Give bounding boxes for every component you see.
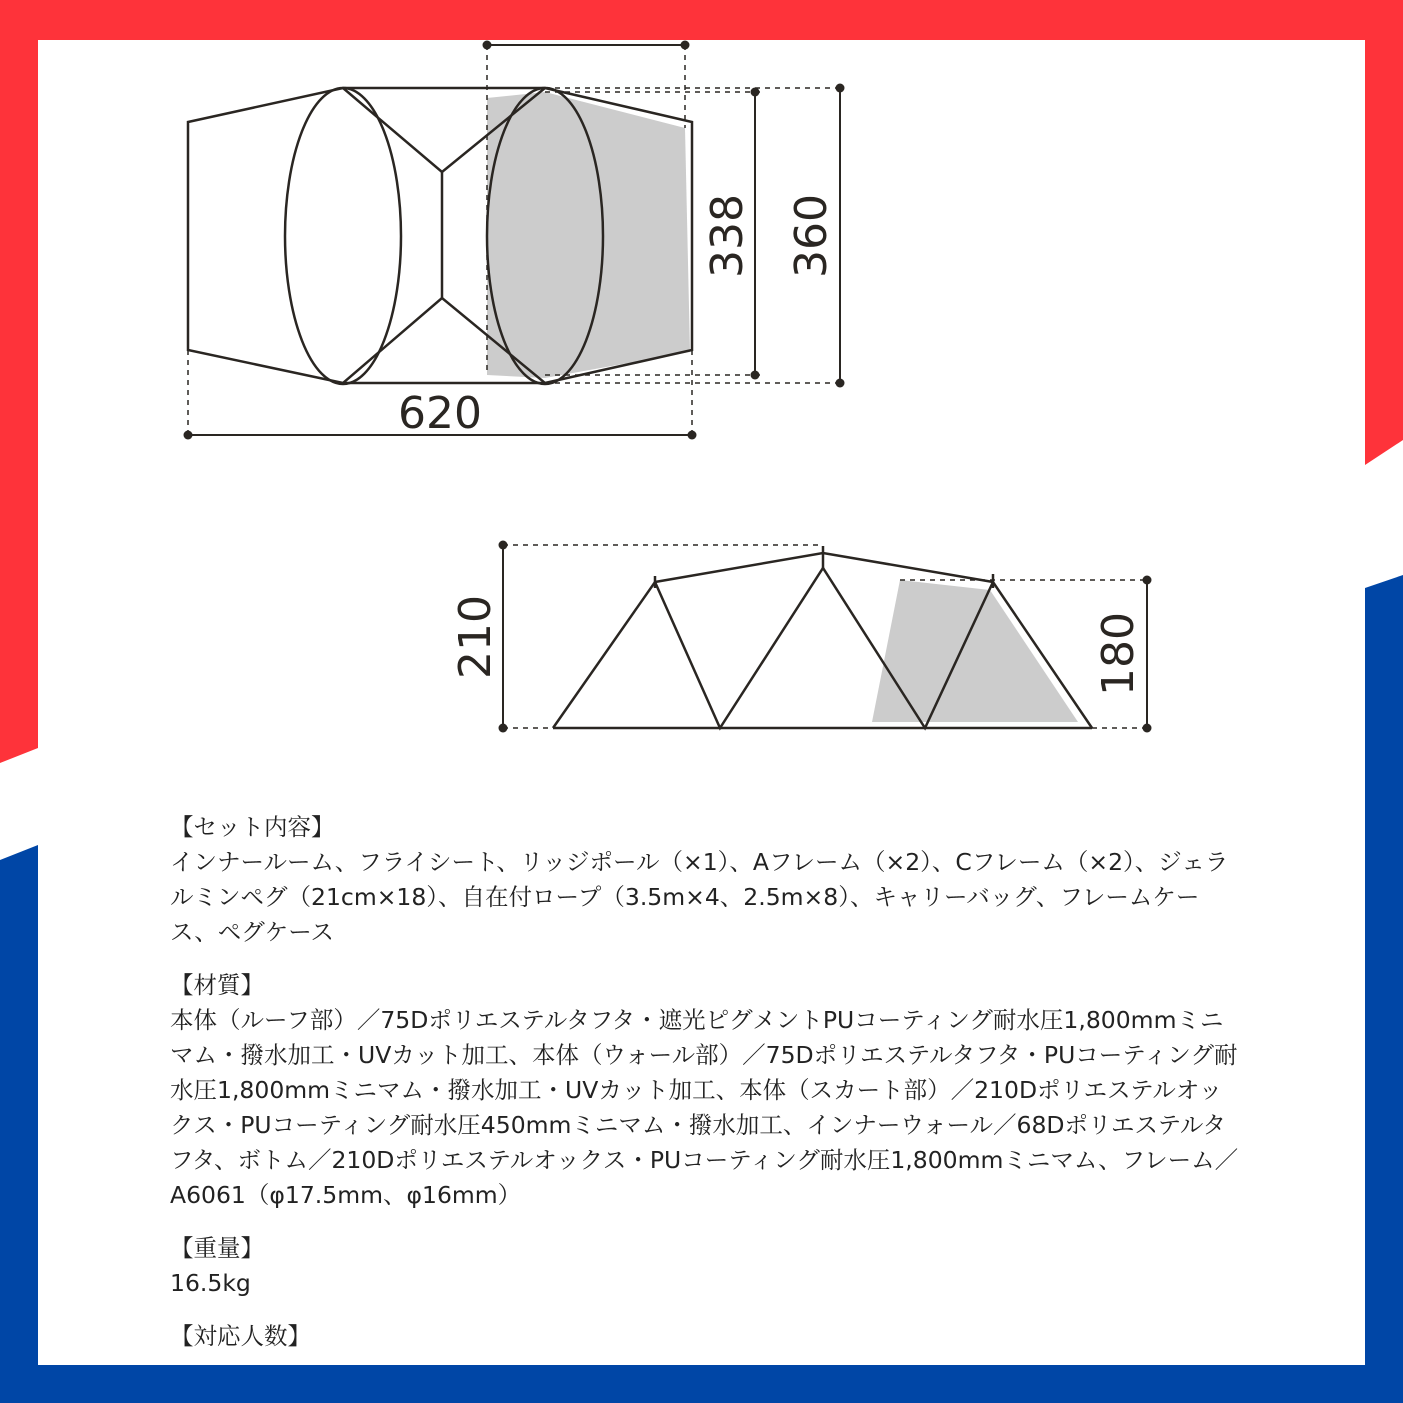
side-view-shade bbox=[872, 580, 1078, 722]
spec-section-material bbox=[170, 968, 1240, 1213]
spec-title: 【対応人数】 bbox=[170, 1322, 311, 1350]
spec-body: 16.5kg bbox=[170, 1269, 251, 1297]
spec-section-contents bbox=[170, 810, 1240, 950]
height-label: 210 bbox=[450, 595, 501, 679]
spec-body: 本体（ルーフ部）／75Dポリエステルタフタ・遮光ピグメントPUコーティング耐水圧1,800mmミニマム・撥水加工・UVカット加工、本体（ウォール部）／75Dポリエステルタフタ・PUコーティング耐水圧1,800mmミニマム・撥水加工・UVカット加工、本体（スカート部）／210Dポリエステルオックス・PUコーティング耐水圧450mmミニマム・撥水加工、インナーウォール／68Dポリエステルタフタ、ボトム／210Dポリエステルオックス・PUコーティング耐水圧1,800mmミニマム、フレーム／A6061（φ17.5mm、φ16mm） bbox=[170, 1006, 1239, 1209]
spec-body: インナールーム、フライシート、リッジポール（×1）、Aフレーム（×2）、Cフレーム（×2）、ジェラルミンペグ（21cm×18）、自在付ロープ（3.5m×4、2.5m×8）、キャリーバッグ、フレームケース、ペグケース bbox=[170, 848, 1229, 946]
spec-title: 【材質】 bbox=[170, 971, 264, 999]
rear-height-label: 180 bbox=[1093, 612, 1144, 696]
inner-depth-label: 338 bbox=[702, 194, 753, 278]
spec-title: 【重量】 bbox=[170, 1234, 264, 1262]
outer-depth-label: 360 bbox=[786, 194, 837, 278]
spec-list bbox=[170, 810, 1240, 1372]
width-label: 620 bbox=[398, 388, 482, 439]
top-view-left-arch bbox=[285, 88, 401, 384]
spec-section-capacity bbox=[170, 1319, 1240, 1354]
spec-title: 【セット内容】 bbox=[170, 813, 335, 841]
spec-section-weight bbox=[170, 1231, 1240, 1301]
